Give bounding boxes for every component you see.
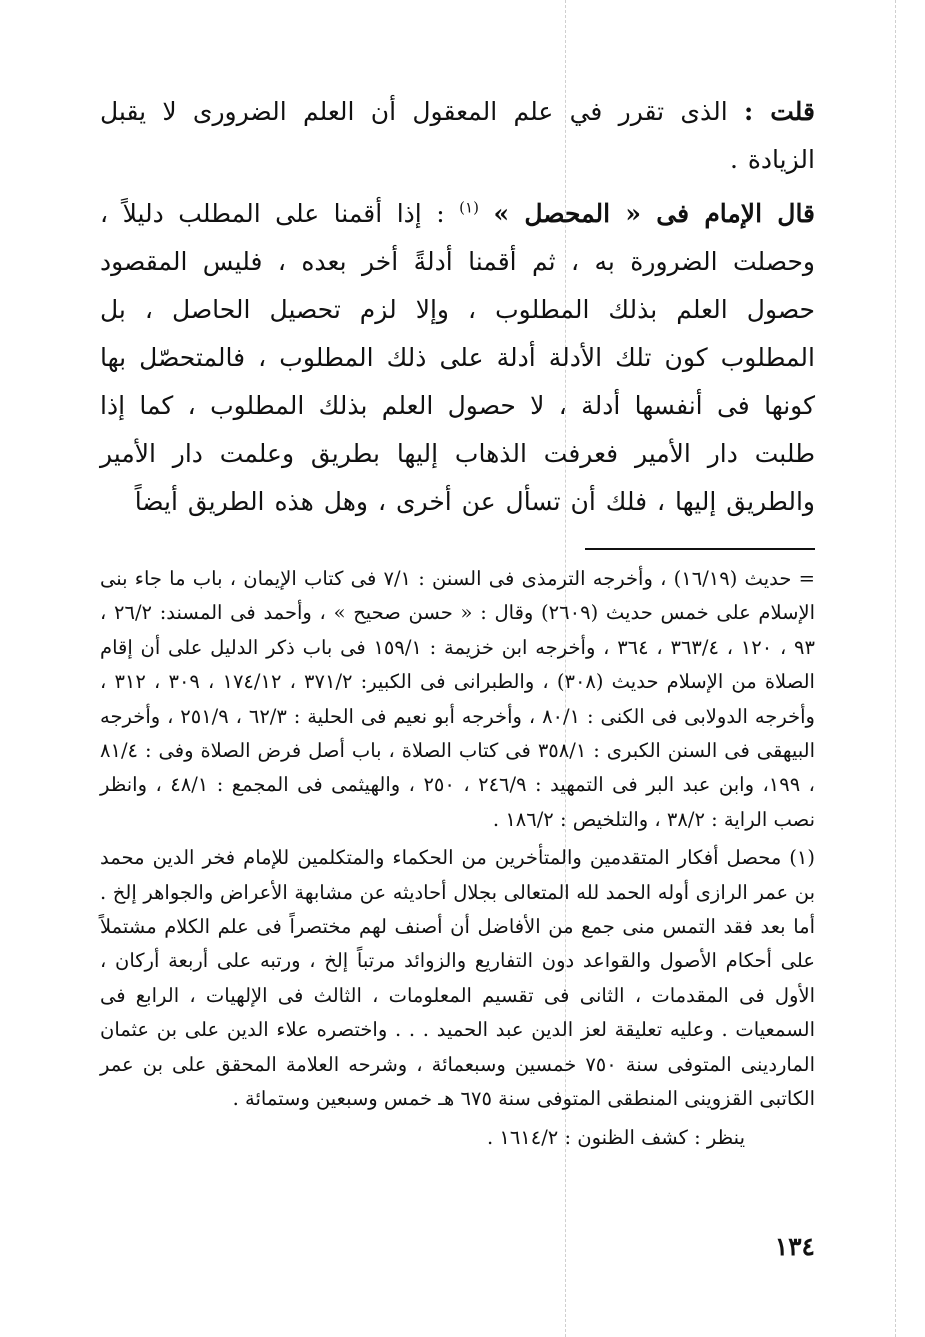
right-scan-edge: [895, 0, 896, 1337]
paragraph-lead: قال الإمام فى « المحصل »: [493, 199, 816, 228]
main-text: [100, 88, 815, 526]
page-number: ١٣٤: [774, 1232, 815, 1261]
paragraph-lead: قلت :: [743, 97, 816, 126]
footnote-separator: [585, 548, 815, 550]
footnote-1: (١) محصل أفكار المتقدمين والمتأخرين من الحكماء والمتكلمين للإمام فخر الدين محمد بن عمر الرازى أوله الحمد لله المتعالى بجلال أحاديثه عن مشابهة الأعراض والجواهر إلخ . أما بعد فقد التمس منى جمع من الأفاضل أن أصنف لهم مختصراً فى علم الكلام مشتملاً على أحكام الأصول والقواعد دون التفاريع والزوائد مرتباً إلخ ، ورتبه على أربعة أركان ، الأول فى المقدمات ، الثانى فى تقسيم المعلومات ، الثالث فى الإلهيات ، الرابع فى السمعيات . وعليه تعليقة لعز الدين عبد الحميد . . . واختصره علاء الدين على بن عثمان الماردينى المتوفى سنة ٧٥٠ خمسين وسبعمائة ، وشرحه العلامة المحقق على بن عمر الكاتبى القزوينى المنطقى المتوفى سنة ٦٧٥ هـ خمس وسبعين وستمائة .: [100, 846, 815, 1111]
footnote-marker[interactable]: (١): [459, 198, 479, 217]
main-paragraph-2: [100, 190, 815, 526]
footnote-1-reference: ينظر : كشف الظنون : ١٦١٤/٢ .: [486, 1125, 745, 1149]
paragraph-text: : إذا أقمنا على المطلب دليلاً ، وحصلت الضرورة به ، ثم أقمنا أدلةً أخر بعده ، فليس المقصود حصول العلم بذلك المطلوب ، وإلا لزم تحصيل الحاصل ، بل المطلوب كون تلك الأدلة أدلة على ذلك المطلوب ، فالمتحصّل بها كونها فى أنفسها أدلة ، لا حصول العلم بذلك المطلوب ، كما إذا طلبت دار الأمير فعرفت الذهاب إليها بطريق وعلمت دار الأمير والطريق إليها ، فلك أن تسأل عن أخرى ، وهل هذه الطريق أيضاً: [100, 199, 815, 516]
page-body: [100, 88, 815, 1155]
footnotes: [100, 562, 815, 1155]
footnote-continued: = حديث (١٦/١٩) ، وأخرجه الترمذى فى السنن : ٧/١ فى كتاب الإيمان ، باب ما جاء بنى الإسلام على خمس حديث (٢٦٠٩) وقال : « حسن صحيح » ، وأحمد فى المسند: ٢٦/٢ ، ٩٣ ، ١٢٠ ، ٣٦٣/٤ ، ٣٦٤ ، وأخرجه ابن خزيمة : ١٥٩/١ فى باب ذكر الدليل على أن إقام الصلاة من الإسلام حديث (٣٠٨) ، والطبرانى فى الكبير: ٣٧١/٢ ، ١٧٤/١٢ ، ٣٠٩ ، ٣١٢ ، وأخرجه الدولابى فى الكنى : ٨٠/١ ، وأخرجه أبو نعيم فى الحلية : ٦٢/٣ ، ٢٥١/٩ ، وأخرجه البيهقى فى السنن الكبرى : ٣٥٨/١ فى كتاب الصلاة ، باب أصل فرض الصلاة وفى : ٨١/٤ ، ١٩٩، وابن عبد البر فى التمهيد : ٢٤٦/٩ ، ٢٥٠ ، والهيثمى فى المجمع : ٤٨/١ ، وانظر نصب الراية : ٣٨/٢ ، والتلخيص : ١٨٦/٢ .: [100, 567, 816, 831]
paragraph-text: الذى تقرر في علم المعقول أن العلم الضرورى لا يقبل الزيادة .: [100, 97, 815, 174]
main-paragraph-1: [100, 88, 815, 184]
